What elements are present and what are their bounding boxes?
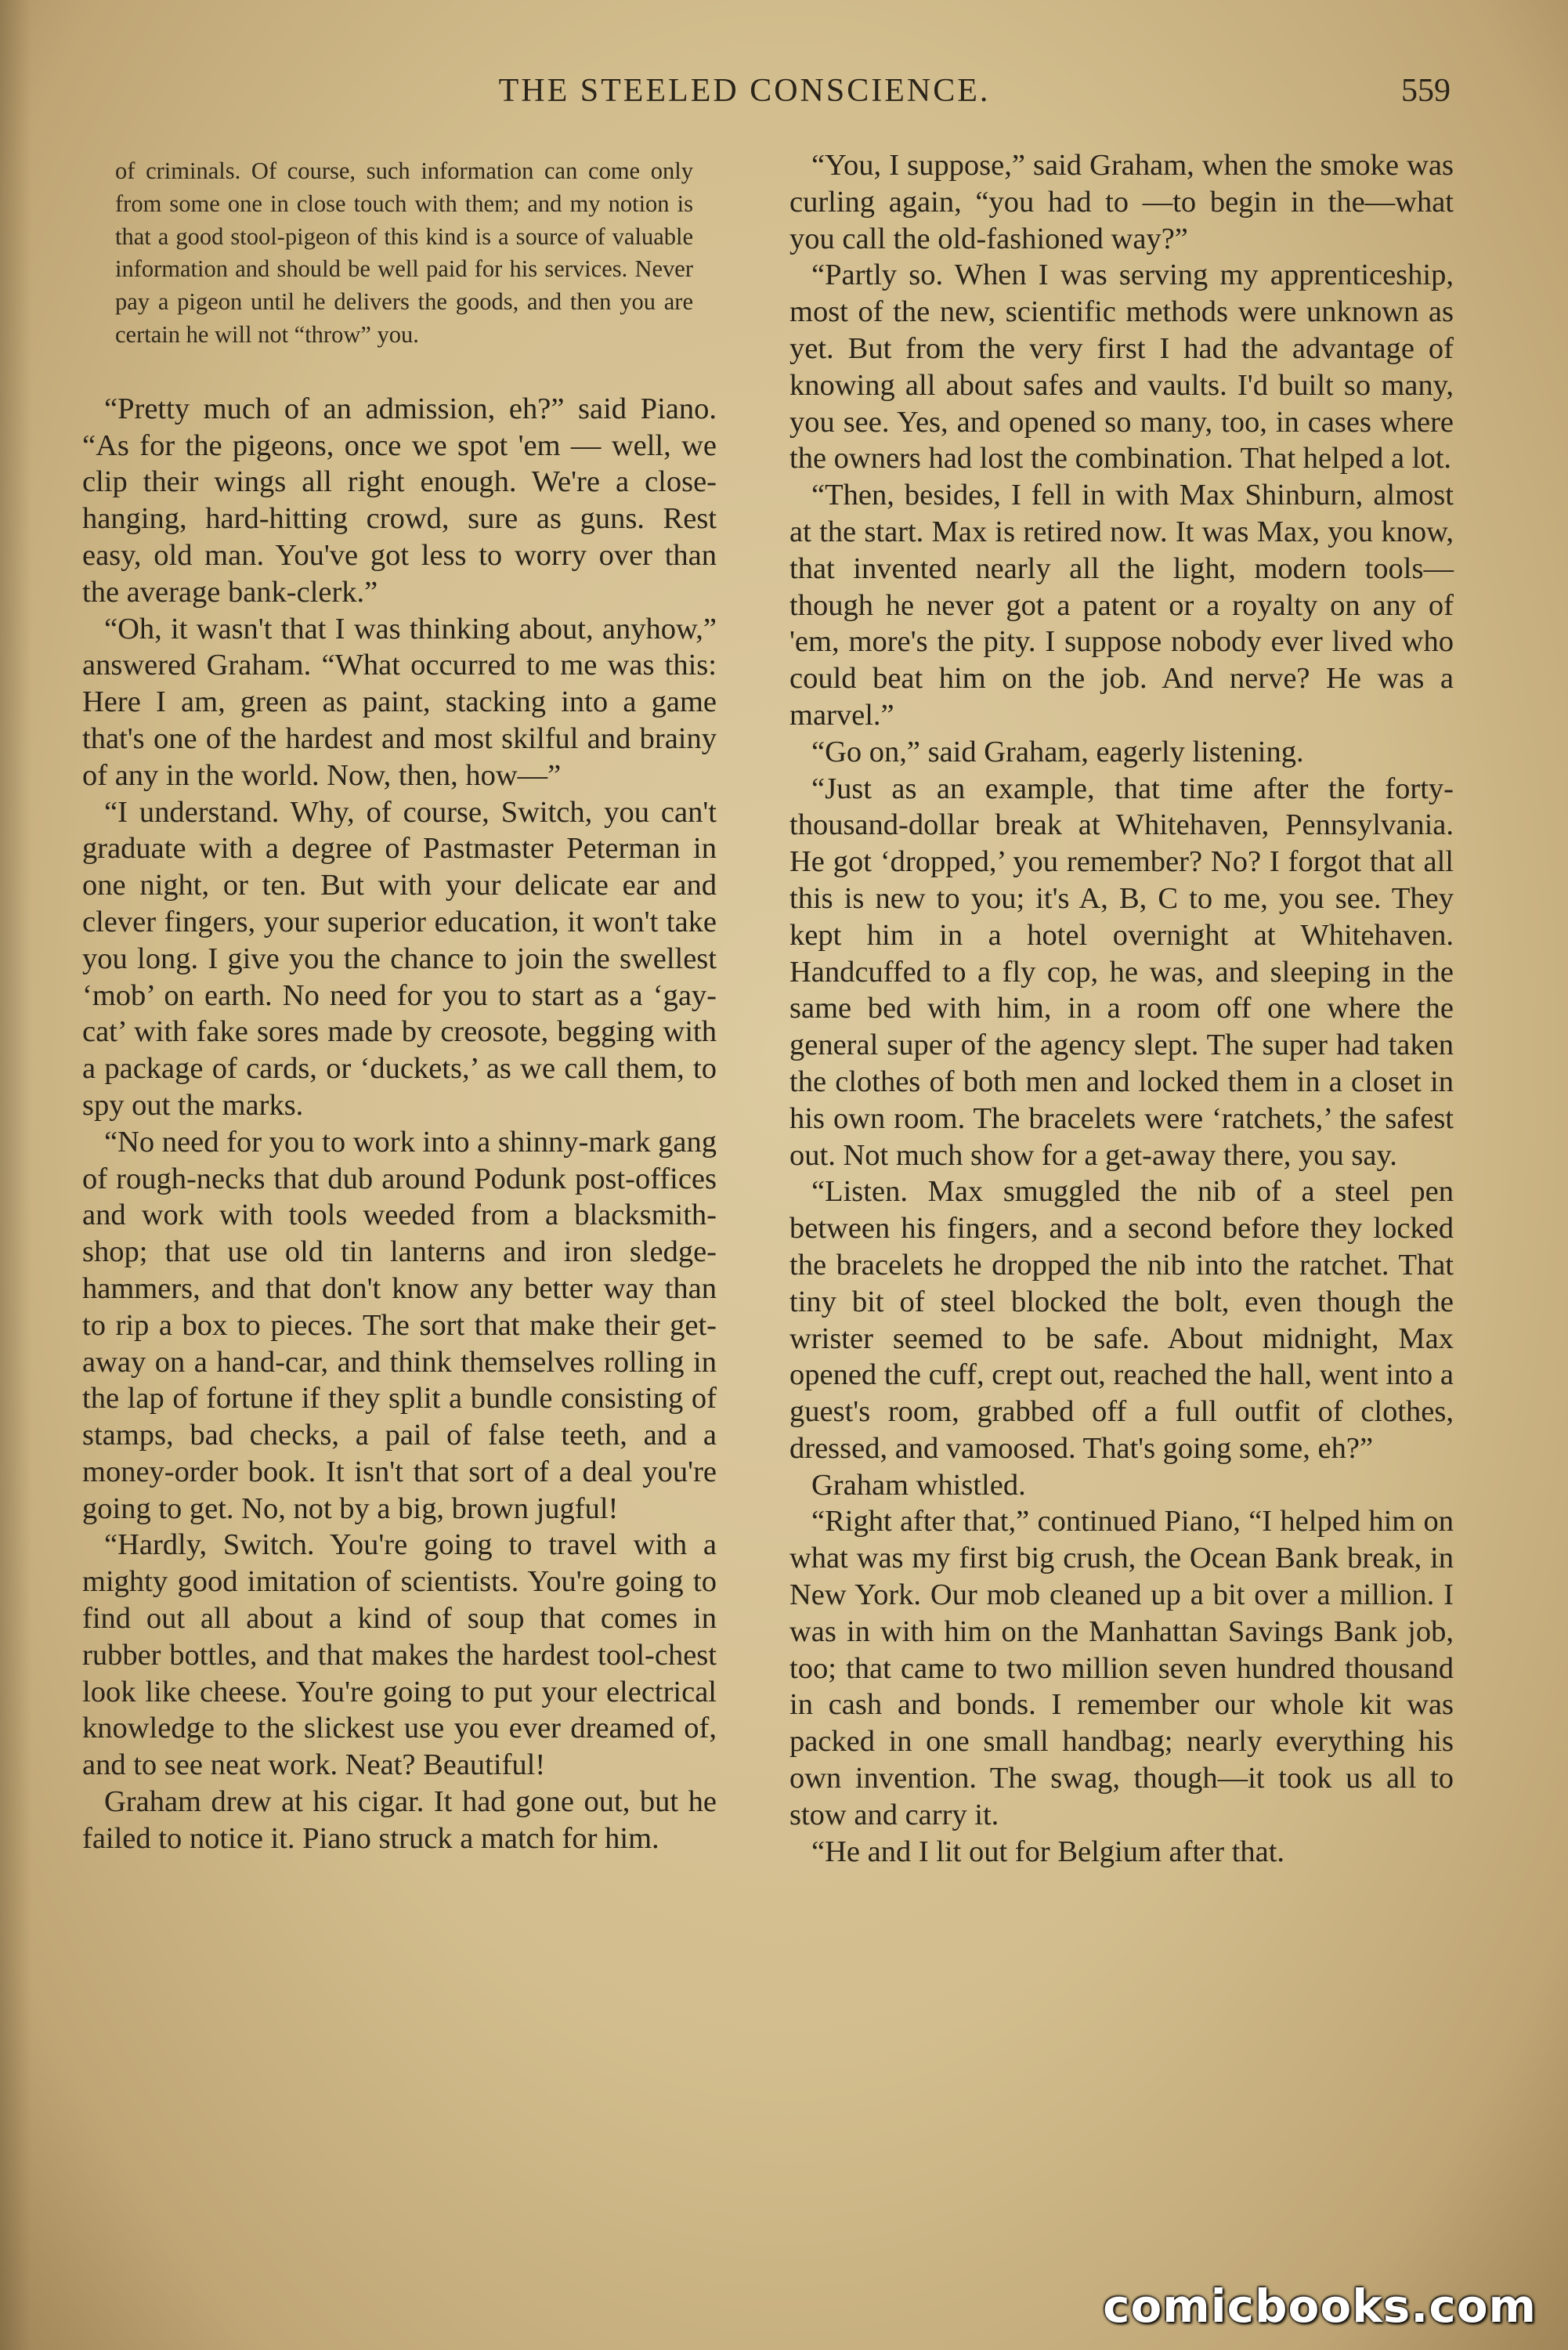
page-edge-shadow: [0, 0, 31, 2350]
paragraph: Graham drew at his cigar. It had gone out, but he failed to notice it. Piano struck a match for him.: [82, 1785, 717, 1855]
quoted-passage: of criminals. Of course, such information can come only from some one in close touch with them; and my notion is that a good stool-pigeon of this kind is a source of valuable information and should be well paid for his services. Never pay a pigeon until he delivers the goods, and then you are certain he will not “throw” you.: [115, 157, 693, 348]
running-title: THE STEELED CONSCIENCE.: [498, 73, 991, 109]
paragraph: “He and I lit out for Belgium after that.: [811, 1835, 1285, 1868]
paragraph: “Go on,” said Graham, eagerly listening.: [811, 735, 1304, 768]
paragraph: “You, I suppose,” said Graham, when the smoke was curling again, “you had to —to begin in the—what you call the old-fashioned way?”: [789, 149, 1454, 255]
paragraph: “Right after that,” continued Piano, “I helped him on what was my first big crush, the Ocean Bank break, in New York. Our mob cleaned up a bit over a million. I was in with him on the Manhattan Savings Bank job, too; that came to two million seven hundred thousand in cash and bonds. I remember our whole kit was packed in one small handbag; nearly everything his own invention. The swag, though—it took us all to stow and carry it.: [789, 1505, 1454, 1831]
page-header: [0, 66, 1568, 121]
paragraph: “Then, besides, I fell in with Max Shinburn, almost at the start. Max is retired now. It was Max, you know, that invented nearly all the light, modern tools—though he never got a patent or a royalty on any of 'em, more's the pity. I suppose nobody ever lived who could beat him on the job. And nerve? He was a marvel.”: [789, 479, 1454, 732]
paragraph: “Hardly, Switch. You're going to travel with a mighty good imitation of scientists. You're going to find out all about a kind of soup that comes in rubber bottles, and that makes the hardest tool-chest look like cheese. You're going to put your electrical knowledge to the slickest use you ever dreamed of, and to see neat work. Neat? Beautiful!: [82, 1528, 717, 1782]
site-watermark: comicbooks.com: [1103, 2280, 1537, 2333]
right-column: [789, 147, 1454, 1870]
paragraph: “I understand. Why, of course, Switch, you can't graduate with a degree of Pastmaster Peterman in one night, or ten. But with your delicate ear and clever fingers, your superior education, it won't take you long. I give you the chance to join the swellest ‘mob’ on earth. No need for you to start as a ‘gay-cat’ with fake sores made by creosote, begging with a package of cards, or ‘duckets,’ as we call them, to spy out the marks.: [82, 795, 717, 1122]
paragraph: “Just as an example, that time after the forty-thousand-dollar break at Whitehaven, Pennsylvania. He got ‘dropped,’ you remember? No? I forgot that all this is new to you; it's A, B, C to me, you see. They kept him in a hotel overnight at Whitehaven. Handcuffed to a fly cop, he was, and sleeping in the same bed with him, in a room off one where the general super of the agency slept. The super had taken the clothes of both men and locked them in a closet in his own room. The bracelets were ‘ratchets,’ the safest out. Not much show for a get-away there, you say.: [789, 772, 1454, 1172]
paragraph: “Pretty much of an admission, eh?” said Piano. “As for the pigeons, once we spot 'em — well, we clip their wings all right enough. We're a close-hanging, hard-hitting crowd, sure as guns. Rest easy, old man. You've got less to worry over than the average bank-clerk.”: [82, 392, 717, 609]
paragraph: “Partly so. When I was serving my apprenticeship, most of the new, scientific methods were unknown as yet. But from the very first I had the advantage of knowing all about safes and vaults. I'd built so many, you see. Yes, and opened so many, too, in cases where the owners had lost the combination. That helped a lot.: [789, 258, 1454, 475]
left-column: [82, 147, 717, 1857]
page-number: 559: [1401, 73, 1451, 109]
paragraph: Graham whistled.: [811, 1468, 1026, 1502]
paragraph: “Listen. Max smuggled the nib of a steel pen between his fingers, and a second before they locked the bracelets he dropped the nib into the ratchet. That tiny bit of steel blocked the bolt, even though the wrister seemed to be safe. About midnight, Max opened the cuff, crept out, reached the hall, went into a guest's room, grabbed off a full outfit of clothes, dressed, and vamoosed. That's going some, eh?”: [789, 1175, 1454, 1465]
paragraph: “No need for you to work into a shinny-mark gang of rough-necks that dub around Podunk post-offices and work with tools weeded from a blacksmith-shop; that use old tin lanterns and iron sledge-hammers, and that don't know any better way than to rip a box to pieces. The sort that make their get-away on a hand-car, and think themselves rolling in the lap of fortune if they split a bundle consisting of stamps, bad checks, a pail of false teeth, and a money-order book. It isn't that sort of a deal you're going to get. No, not by a big, brown jugful!: [82, 1125, 717, 1525]
paragraph: “Oh, it wasn't that I was thinking about, anyhow,” answered Graham. “What occurred to me was this: Here I am, green as paint, stacking into a game that's one of the hardest and most skilful and brainy of any in the world. Now, then, how—”: [82, 612, 717, 792]
